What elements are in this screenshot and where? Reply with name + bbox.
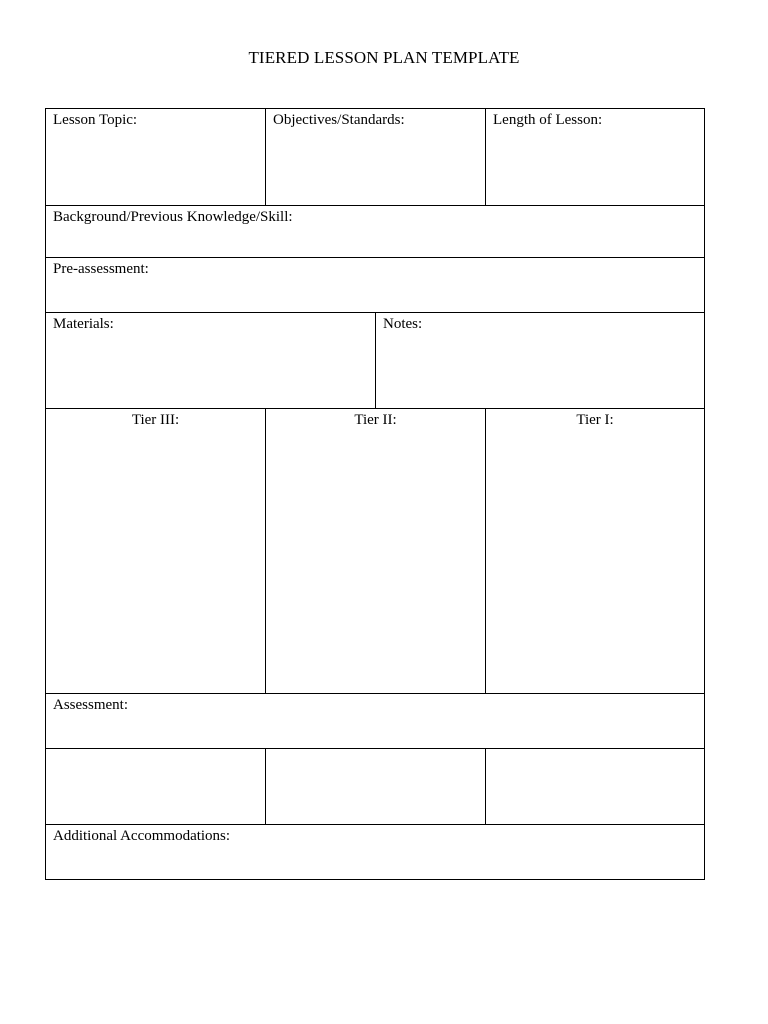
tier-2-label: Tier II: — [354, 412, 397, 428]
assessment-label: Assessment: — [53, 697, 128, 713]
assessment-tier-1-cell[interactable] — [486, 749, 704, 824]
background-cell[interactable] — [46, 206, 704, 257]
materials-label: Materials: — [53, 316, 114, 332]
lesson-topic-cell[interactable] — [46, 109, 265, 205]
lesson-topic-label: Lesson Topic: — [53, 112, 138, 128]
page-title: TIERED LESSON PLAN TEMPLATE — [248, 48, 520, 67]
tier-1-label: Tier I: — [576, 412, 614, 428]
tier-3-cell[interactable] — [46, 409, 265, 693]
length-of-lesson-cell[interactable] — [486, 109, 704, 205]
pre-assessment-cell[interactable] — [46, 258, 704, 312]
background-label: Background/Previous Knowledge/Skill: — [53, 209, 293, 225]
materials-cell[interactable] — [46, 313, 375, 408]
lesson-plan-table — [45, 108, 705, 880]
notes-cell[interactable] — [376, 313, 704, 408]
tier-1-cell[interactable] — [486, 409, 704, 693]
objectives-label: Objectives/Standards: — [273, 112, 405, 128]
tier-3-label: Tier III: — [131, 412, 180, 428]
assessment-tier-2-cell[interactable] — [266, 749, 485, 824]
length-of-lesson-label: Length of Lesson: — [493, 112, 603, 128]
accommodations-cell[interactable] — [46, 825, 704, 879]
accommodations-label: Additional Accommodations: — [53, 828, 231, 844]
tier-2-cell[interactable] — [266, 409, 485, 693]
notes-label: Notes: — [383, 316, 423, 332]
assessment-cell[interactable] — [46, 694, 704, 748]
objectives-cell[interactable] — [266, 109, 485, 205]
pre-assessment-label: Pre-assessment: — [53, 261, 149, 277]
assessment-tier-3-cell[interactable] — [46, 749, 265, 824]
